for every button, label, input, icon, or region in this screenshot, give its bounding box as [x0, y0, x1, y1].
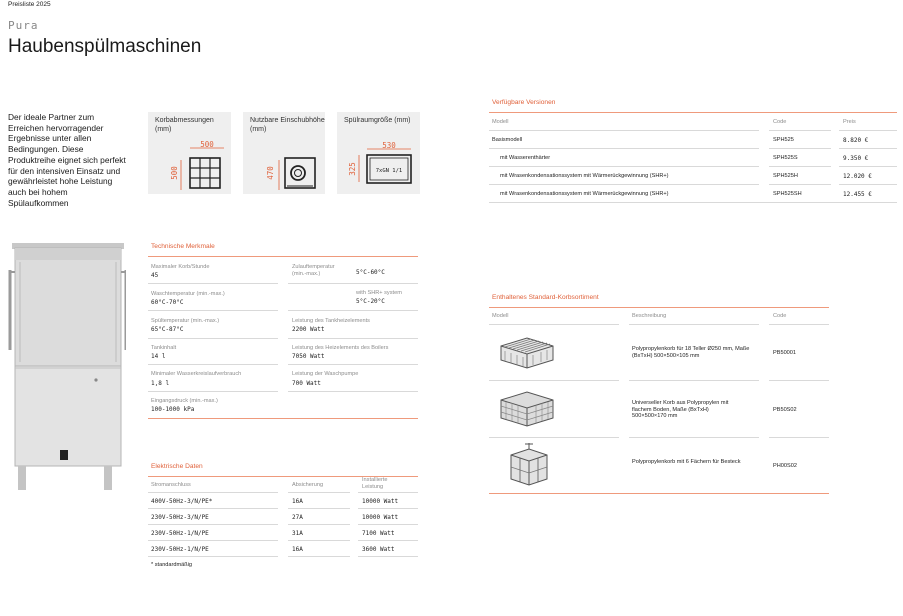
- tech-bottom-divider: [148, 418, 418, 419]
- basket-code: PB50S02: [773, 407, 797, 413]
- divider: [489, 380, 619, 381]
- chamber-width-value: 530: [382, 141, 396, 150]
- divider: [489, 437, 619, 438]
- divider: [288, 556, 350, 557]
- baskets-bottom-divider: [489, 493, 829, 494]
- divider: [288, 338, 418, 339]
- divider: [629, 380, 759, 381]
- baskets-header: Code: [773, 313, 787, 319]
- version-code: SPH525H: [773, 173, 798, 179]
- insertion-height-value: 470: [266, 166, 275, 180]
- divider: [629, 437, 759, 438]
- chamber-icon: [337, 112, 420, 194]
- divider: [489, 202, 897, 203]
- version-code: SPH525: [773, 137, 794, 143]
- elec-cell: 3600 Watt: [362, 546, 395, 553]
- divider: [148, 364, 278, 365]
- tech-section-title: Technische Merkmale: [151, 243, 215, 250]
- elec-cell: 10000 Watt: [362, 498, 399, 505]
- divider: [769, 437, 829, 438]
- tech-value: 60°C-70°C: [151, 299, 184, 306]
- cutlery-basket-image: [505, 441, 553, 489]
- divider: [288, 310, 418, 311]
- divider: [839, 184, 897, 185]
- elec-cell: 31A: [292, 530, 303, 537]
- tech-value: 700 Watt: [292, 380, 321, 387]
- basket-code: PB50001: [773, 350, 797, 356]
- tech-value: 2200 Watt: [292, 326, 325, 333]
- divider: [839, 148, 897, 149]
- divider: [288, 391, 418, 392]
- basket-description: Universeller Korb aus Polypropylen mit flachem Boden, Maße (BxTxH) 500×500×170 mm: [632, 400, 729, 420]
- tech-label: Leistung des Heizelements des Boilers: [292, 345, 389, 351]
- elec-footnote: * standardmäßig: [151, 562, 193, 568]
- versions-section-title: Verfügbare Versionen: [492, 99, 556, 106]
- tech-value: 45: [151, 272, 159, 279]
- tech-value: 1,8 l: [151, 380, 170, 387]
- divider: [288, 524, 350, 525]
- plate-icon: [243, 112, 325, 194]
- elec-cell: 400V-50Hz-3/N/PE*: [151, 498, 213, 505]
- divider: [148, 338, 278, 339]
- version-code: SPH525SH: [773, 191, 802, 197]
- chamber-inner-label: 7xGN 1/1: [375, 168, 403, 174]
- divider: [148, 524, 278, 525]
- series-name: Pura: [8, 19, 39, 32]
- pricelist-label: Preisliste 2025: [8, 1, 51, 8]
- elec-cell: 10000 Watt: [362, 514, 399, 521]
- divider: [489, 130, 759, 131]
- tech-label: Minimaler Wasserkreislaufverbrauch: [151, 371, 242, 377]
- divider: [148, 283, 278, 284]
- insertion-height-label: Nutzbare Einschubhöhe (mm): [250, 117, 325, 133]
- divider: [148, 492, 278, 493]
- version-price: 8.820 €: [843, 137, 869, 144]
- elec-cell: 7100 Watt: [362, 530, 395, 537]
- elec-cell: 16A: [292, 546, 303, 553]
- divider: [489, 148, 759, 149]
- tech-label: Maximaler Korb/Stunde: [151, 264, 210, 270]
- tech-value: 5°C-60°C: [356, 269, 385, 276]
- elec-cell: 230V-50Hz-1/N/PE: [151, 530, 209, 537]
- tech-label: Spültemperatur (min.-max.): [151, 318, 220, 324]
- divider: [769, 380, 829, 381]
- versions-title-divider: [489, 112, 897, 113]
- baskets-title-divider: [489, 307, 829, 308]
- tech-label: Leistung der Waschpumpe: [292, 371, 359, 377]
- basket-description: Polypropylenkorb für 18 Teller Ø250 mm, Maße (BxTxH) 500×500×105 mm: [632, 346, 750, 359]
- divider: [358, 492, 418, 493]
- versions-header: Modell: [492, 119, 509, 125]
- divider: [148, 391, 278, 392]
- versions-header: Preis: [843, 119, 856, 125]
- divider: [489, 184, 759, 185]
- divider: [148, 310, 278, 311]
- tech-value: 7050 Watt: [292, 353, 325, 360]
- tech-value: 100-1000 kPa: [151, 406, 195, 413]
- tech-value: 14 l: [151, 353, 166, 360]
- divider: [489, 324, 619, 325]
- version-model: mit Wasserenthärter: [500, 155, 551, 161]
- elec-header: Stromanschluss: [151, 482, 191, 488]
- tech-value: 65°C-87°C: [151, 326, 184, 333]
- basket-dimensions-card: [148, 112, 231, 194]
- baskets-header: Modell: [492, 313, 509, 319]
- basket-code: PH00S02: [773, 463, 797, 469]
- versions-header: Code: [773, 119, 787, 125]
- version-price: 9.350 €: [843, 155, 869, 162]
- divider: [769, 148, 831, 149]
- chamber-size-label: Spülraumgröße (mm): [344, 117, 411, 124]
- divider: [839, 166, 897, 167]
- intro-text: Der ideale Partner zum Erreichen hervorragender Ergebnisse unter allen Bedingungen. Diese Produktreihe eignet sich perfekt für den intensiven Einsatz und gewährleistet hohe Leistung auch bei hohem Spülaufkommen: [8, 112, 126, 208]
- divider: [148, 556, 278, 557]
- divider: [148, 508, 278, 509]
- tech-label: Zulauftemperatur (min.-max.): [292, 264, 335, 277]
- divider: [288, 508, 350, 509]
- divider: [769, 324, 829, 325]
- divider: [288, 364, 418, 365]
- divider: [839, 130, 897, 131]
- basket-width-value: 500: [200, 140, 214, 149]
- elec-cell: 27A: [292, 514, 303, 521]
- divider: [358, 540, 418, 541]
- divider: [769, 184, 831, 185]
- elec-cell: 230V-50Hz-3/N/PE: [151, 514, 209, 521]
- divider: [358, 524, 418, 525]
- tech-value: 5°C-20°C: [356, 298, 385, 305]
- plate-rack-image: [497, 332, 557, 372]
- page-title: Haubenspülmaschinen: [8, 36, 202, 57]
- universal-basket-image: [497, 388, 557, 430]
- insertion-height-card: [243, 112, 325, 194]
- divider: [288, 283, 418, 284]
- tech-label: Tankinhalt: [151, 345, 177, 351]
- tech-title-divider: [148, 256, 418, 257]
- divider: [358, 508, 418, 509]
- divider: [148, 540, 278, 541]
- basket-dimensions-label: Korbabmessungen (mm): [155, 117, 214, 133]
- elec-section-title: Elektrische Daten: [151, 463, 203, 470]
- divider: [629, 324, 759, 325]
- version-code: SPH525S: [773, 155, 798, 161]
- divider: [769, 166, 831, 167]
- basket-grid-icon: [148, 112, 231, 194]
- chamber-size-card: [337, 112, 420, 194]
- elec-cell: 16A: [292, 498, 303, 505]
- baskets-header: Beschreibung: [632, 313, 667, 319]
- dishwasher-image: [8, 240, 126, 492]
- divider: [489, 166, 759, 167]
- elec-cell: 230V-50Hz-1/N/PE: [151, 546, 209, 553]
- chamber-height-value: 325: [348, 162, 357, 176]
- tech-label: Eingangsdruck (min.-max.): [151, 398, 218, 404]
- divider: [288, 540, 350, 541]
- elec-header: Installierte Leistung: [362, 477, 388, 490]
- tech-label: Waschtemperatur (min.-max.): [151, 291, 225, 297]
- version-model: mit Wrasenkondensationssystem mit Wärmerückgewinnung (SHR+): [500, 173, 669, 179]
- divider: [769, 130, 831, 131]
- tech-label: Leistung des Tankheizelements: [292, 318, 370, 324]
- divider: [288, 492, 350, 493]
- version-price: 12.020 €: [843, 173, 872, 180]
- version-model: mit Wrasenkondensationssystem mit Wärmerückgewinnung (SHR+): [500, 191, 669, 197]
- version-model: Basismodell: [492, 137, 523, 143]
- divider: [358, 556, 418, 557]
- basket-height-value: 500: [170, 166, 179, 180]
- version-price: 12.455 €: [843, 191, 872, 198]
- basket-description: Polypropylenkorb mit 6 Fächern für Besteck: [632, 459, 741, 465]
- elec-header: Absicherung: [292, 482, 324, 488]
- tech-label: with SHR+ system: [356, 290, 402, 296]
- baskets-section-title: Enthaltenes Standard-Korbsortiment: [492, 294, 599, 301]
